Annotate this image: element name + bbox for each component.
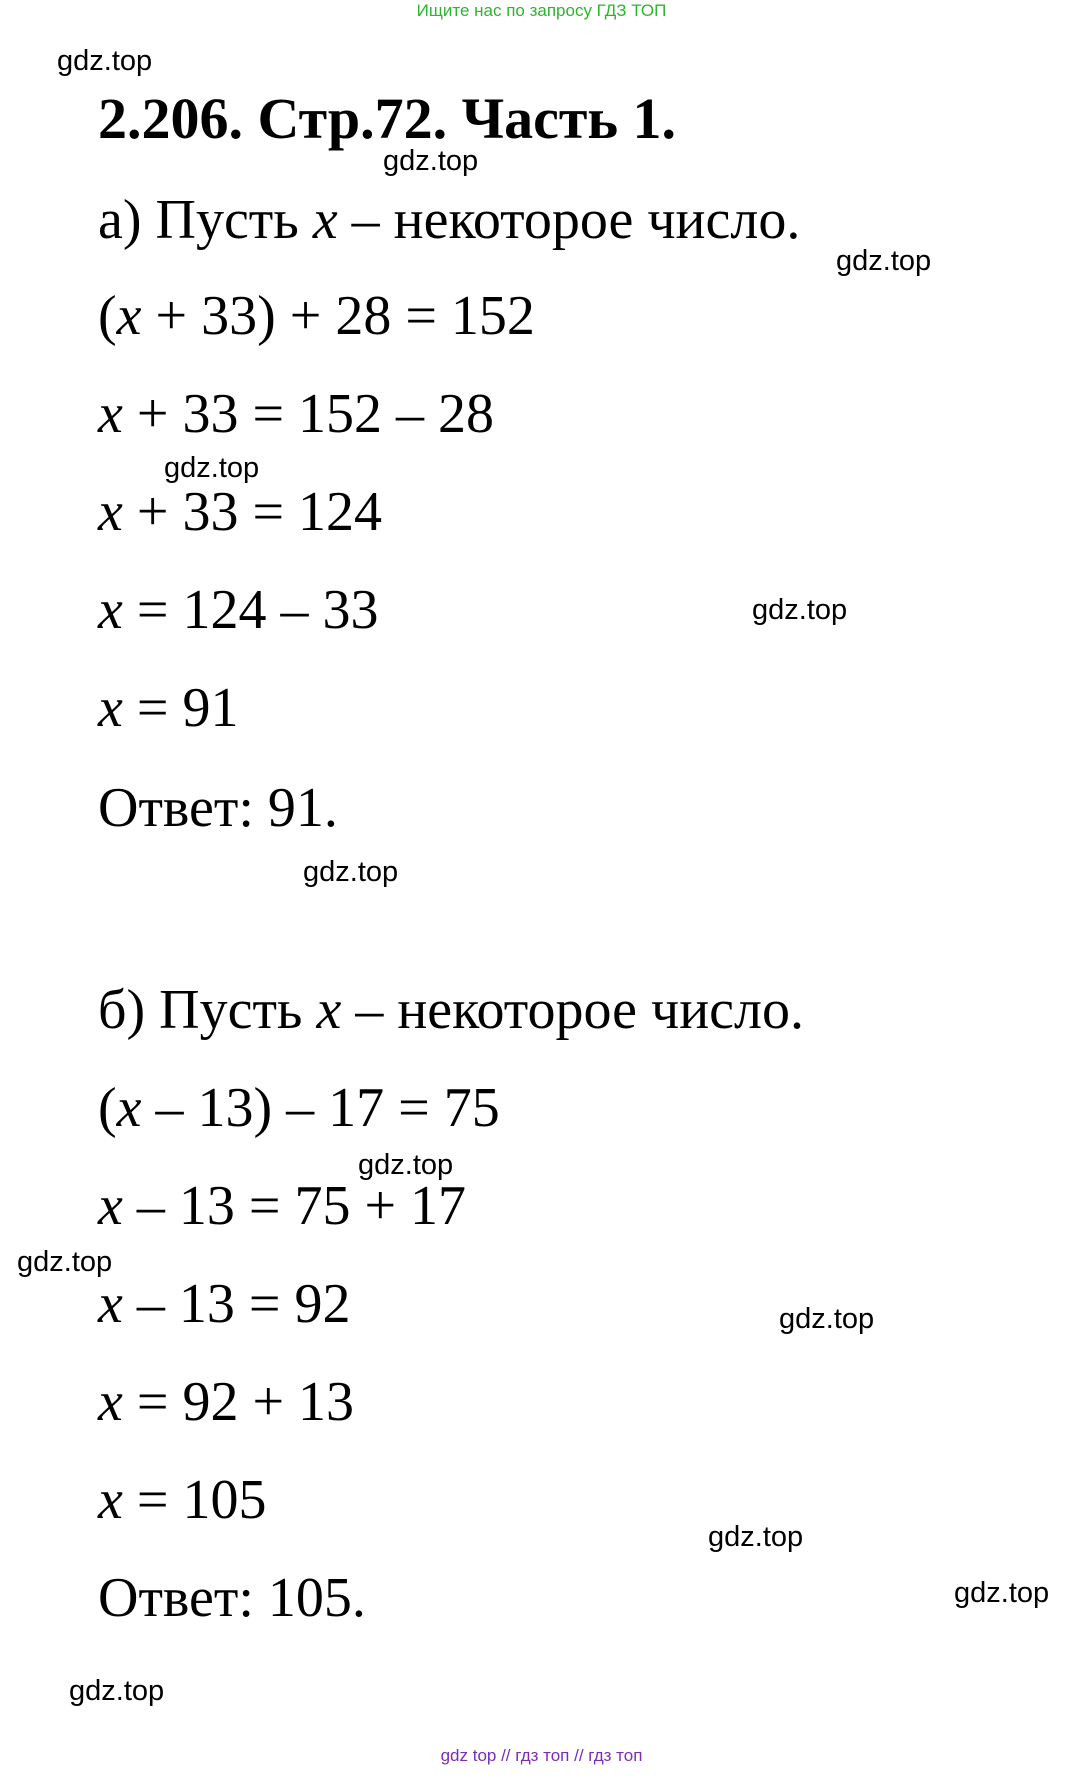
part-b-intro-suffix: – некоторое число. (341, 979, 804, 1041)
equation-rest: = 91 (122, 677, 239, 739)
watermark: gdz.top (57, 45, 153, 77)
equation-var: x (98, 383, 123, 445)
equation-var: x (98, 1371, 123, 1433)
watermark: gdz.top (164, 452, 260, 484)
part-a-intro-suffix: – некоторое число. (337, 189, 801, 251)
equation-rest: – 13) – 17 = 75 (141, 1077, 500, 1139)
watermark: gdz.top (836, 245, 932, 277)
watermark: gdz.top (708, 1521, 804, 1553)
part-a-intro (98, 188, 800, 252)
equation-var: x (98, 677, 123, 739)
watermark: gdz.top (954, 1577, 1050, 1609)
footer: gdz top // гдз топ // гдз топ (440, 1746, 643, 1765)
part-a-equation-5 (98, 676, 238, 740)
equation-var: x (98, 1175, 123, 1237)
equation-var: x (116, 285, 142, 347)
part-a-answer: Ответ: 91. (98, 777, 338, 839)
part-b-equation-3 (98, 1272, 350, 1336)
part-a-intro-prefix: а) Пусть (98, 189, 313, 251)
part-b-answer: Ответ: 105. (98, 1567, 366, 1629)
watermark: gdz.top (17, 1246, 113, 1278)
watermark: gdz.top (69, 1675, 165, 1707)
equation-rest: = 105 (122, 1469, 267, 1531)
equation-var: x (116, 1077, 142, 1139)
part-a-equation-2 (98, 382, 494, 446)
equation-rest: + 33) + 28 = 152 (141, 285, 535, 347)
equation-paren: ( (98, 285, 117, 347)
equation-var: x (98, 1273, 123, 1335)
watermark: gdz.top (303, 856, 399, 888)
part-b-intro-var: x (316, 979, 342, 1041)
equation-rest: = 124 – 33 (122, 579, 379, 641)
page-title: 2.206. Стр.72. Часть 1. (98, 86, 677, 151)
equation-rest: + 33 = 152 – 28 (122, 383, 495, 445)
part-a-equation-4 (98, 578, 378, 642)
part-b-intro (98, 978, 804, 1042)
top-banner: Ищите нас по запросу ГДЗ ТОП (416, 1, 667, 20)
equation-rest: – 13 = 75 + 17 (122, 1175, 467, 1237)
equation-rest: + 33 = 124 (122, 481, 383, 543)
watermark: gdz.top (383, 145, 479, 177)
part-b-equation-2 (98, 1174, 466, 1238)
part-a-equation-1 (98, 284, 535, 348)
equation-paren: ( (98, 1077, 117, 1139)
equation-rest: – 13 = 92 (122, 1273, 351, 1335)
watermark: gdz.top (358, 1149, 454, 1181)
equation-var: x (98, 579, 123, 641)
part-b-equation-4 (98, 1370, 354, 1434)
part-b-equation-5 (98, 1468, 266, 1532)
equation-var: x (98, 1469, 123, 1531)
part-b-equation-1 (98, 1076, 500, 1140)
equation-var: x (98, 481, 123, 543)
part-b-intro-prefix: б) Пусть (98, 979, 317, 1041)
part-a-intro-var: x (312, 189, 338, 251)
part-a-equation-3 (98, 480, 382, 544)
watermark: gdz.top (779, 1303, 875, 1335)
equation-rest: = 92 + 13 (122, 1371, 355, 1433)
watermark: gdz.top (752, 594, 848, 626)
